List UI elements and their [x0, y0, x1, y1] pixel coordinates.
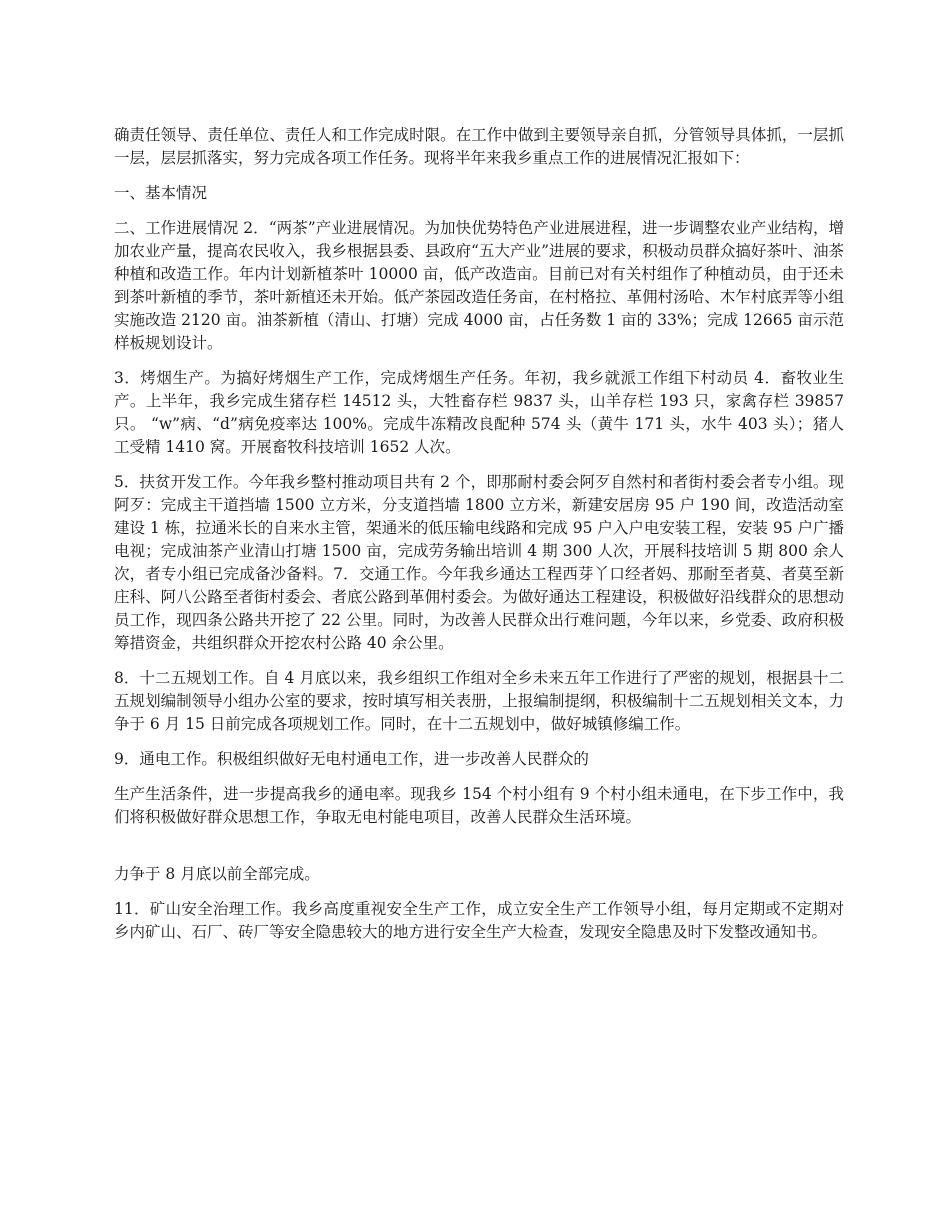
- paragraph-electricity-continued: 生产生活条件，进一步提高我乡的通电率。现我乡 154 个村小组有 9 个村小组未通电，在下步工作中，我们将积极做好群众思想工作，争取无电村能电项目，改善人民群众生活环境。: [114, 785, 844, 826]
- document-body: [114, 124, 844, 956]
- paragraph-deadline: 力争于 8 月底以前全部完成。: [114, 865, 320, 883]
- paragraph-two-tea-industry: 二、工作进展情况 2．“两茶”产业进展情况。为加快优势特色产业进展进程，进一步调整农业产业结构，增加农业产量，提高农民收入，我乡根据县委、县政府“五大产业”进展的要求，积极动员群众搞好茶叶、油茶种植和改造工作。年内计划新植茶叶 10000 亩，低产改造亩。目前已对有关村组作了种植动员，由于还未到茶叶新植的季节，茶叶新植还未开始。低产茶园改造任务亩，在村格拉、革佣村汤哈、木乍村底弄等小组实施改造 2120 亩。油茶新植（清山、打塘）完成 4000 亩，占任务数 1 亩的 33%；完成 12665 亩示范样板规划设计。: [114, 219, 844, 352]
- paragraph-intro: 确责任领导、责任单位、责任人和工作完成时限。在工作中做到主要领导亲自抓，分管领导具体抓，一层抓一层，层层抓落实，努力完成各项工作任务。现将半年来我乡重点工作的进展情况汇报如下：: [114, 126, 844, 167]
- heading-basic-situation: 一、基本情况: [114, 184, 208, 202]
- paragraph-twelfth-five-year-plan: 8．十二五规划工作。自 4 月底以来，我乡组织工作组对全乡未来五年工作进行了严密的规划，根据县十二五规划编制领导小组办公室的要求，按时填写相关表册，上报编制提纲，积极编制十二五规划相关文本，力争于 6 月 15 日前完成各项规划工作。同时，在十二五规划中，做好城镇修编工作。: [114, 669, 844, 733]
- paragraph-electricity-start: 9．通电工作。积极组织做好无电村通电工作，进一步改善人民群众的: [114, 750, 589, 768]
- paragraph-poverty-transport: 5．扶贫开发工作。今年我乡整村推动项目共有 2 个，即那耐村委会阿歹自然村和者街村委会者专小组。现阿歹：完成主干道挡墙 1500 立方米，分支道挡墙 1800 立方米，新建安居房 95 户 190 间，改造活动室建设 1 栋，拉通米长的自来水主管，架通米的低压输电线路和完成 95 户入户电安装工程，安装 95 户广播电视；完成油茶产业清山打塘 1500 亩，完成劳务输出培训 4 期 300 人次，开展科技培训 5 期 800 余人次，者专小组已完成备沙备料。7．交通工作。今年我乡通达工程西芽丫口经者妈、那耐至者莫、者莫至新庄科、阿八公路至者街村委会、者底公路到革佣村委会。为做好通达工程建设，积极做好沿线群众的思想动员工作，现四条公路共开挖了 22 公里。同时，为改善人民群众出行难问题，今年以来，乡党委、政府积极筹措资金，共组织群众开挖农村公路 40 余公里。: [114, 473, 844, 652]
- paragraph-mine-safety: 11．矿山安全治理工作。我乡高度重视安全生产工作，成立安全生产工作领导小组，每月定期或不定期对乡内矿山、石厂、砖厂等安全隐患较大的地方进行安全生产大检查，发现安全隐患及时下发整改通知书。: [114, 900, 844, 941]
- paragraph-tobacco-livestock: 3．烤烟生产。为搞好烤烟生产工作，完成烤烟生产任务。年初，我乡就派工作组下村动员 4．畜牧业生产。上半年，我乡完成生猪存栏 14512 头，大牲畜存栏 9837 头，山羊存栏 193 只，家禽存栏 39857 只。 “w”病、“d”病免疫率达 100%。完成牛冻精改良配种 574 头（黄牛 171 头，水牛 403 头）；猪人工受精 1410 窝。开展畜牧科技培训 1652 人次。: [114, 369, 844, 456]
